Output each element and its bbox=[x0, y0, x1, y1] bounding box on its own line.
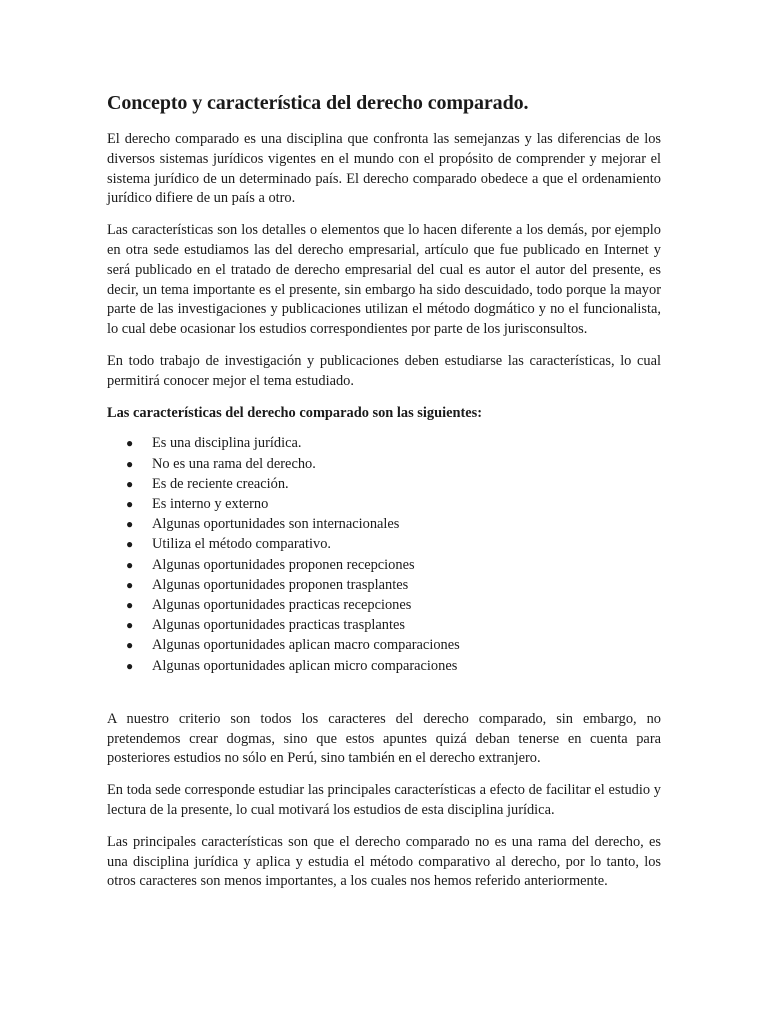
bullet-icon: ● bbox=[126, 537, 134, 552]
paragraph-criterion: A nuestro criterio son todos los caracteres del derecho comparado, sin embargo, no pretendemos crear dogmas, sino que estos apuntes quizá deban tenerse en cuenta para posteriores estudios no sólo en Perú, sino también en el derecho extranjero. bbox=[107, 710, 661, 767]
document-page bbox=[107, 88, 661, 904]
bullet-icon: ● bbox=[126, 476, 134, 491]
paragraph-definition: El derecho comparado es una disciplina que confronta las semejanzas y las diferencias de los diversos sistemas jurídicos vigentes en el mundo con el propósito de comprender y mejorar el sistema jurídico de un determinado país. El derecho comparado obedece a que el ordenamiento jurídico difiere de un país a otro. bbox=[107, 131, 661, 207]
bullet-icon: ● bbox=[126, 496, 134, 511]
list-item-text: Algunas oportunidades aplican macro comparaciones bbox=[152, 637, 460, 654]
list-item bbox=[107, 474, 661, 494]
list-item-text: Es una disciplina jurídica. bbox=[152, 435, 302, 452]
bullet-icon: ● bbox=[126, 618, 134, 633]
section-spacer bbox=[107, 676, 661, 710]
characteristics-list bbox=[107, 433, 661, 675]
list-item bbox=[107, 555, 661, 575]
list-item-text: Algunas oportunidades son internacionales bbox=[152, 516, 400, 533]
list-item bbox=[107, 656, 661, 676]
list-item bbox=[107, 454, 661, 474]
paragraph-conclusion: Las principales características son que el derecho comparado no es una rama del derecho, es una disciplina jurídica y aplica y estudia el método comparativo al derecho, por lo tanto, los otros caracteres son menos importantes, a los cuales nos hemos referido anteriormente. bbox=[107, 833, 661, 890]
list-item bbox=[107, 595, 661, 615]
bullet-icon: ● bbox=[126, 456, 134, 471]
list-heading: Las características del derecho comparado son las siguientes: bbox=[107, 404, 483, 421]
bullet-icon: ● bbox=[126, 577, 134, 592]
bullet-icon: ● bbox=[126, 658, 134, 673]
list-item-text: Algunas oportunidades proponen trasplantes bbox=[152, 576, 409, 593]
list-item-text: Algunas oportunidades proponen recepciones bbox=[152, 556, 415, 573]
bullet-icon: ● bbox=[126, 638, 134, 653]
list-item bbox=[107, 433, 661, 453]
paragraph-research: En todo trabajo de investigación y publicaciones deben estudiarse las características, lo cual permitirá conocer mejor el tema estudiado. bbox=[107, 352, 661, 389]
bullet-icon: ● bbox=[126, 597, 134, 612]
list-item bbox=[107, 534, 661, 554]
list-item-text: No es una rama del derecho. bbox=[152, 455, 316, 472]
list-item-text: Algunas oportunidades aplican micro comparaciones bbox=[152, 657, 458, 674]
list-item bbox=[107, 635, 661, 655]
list-item-text: Es de reciente creación. bbox=[152, 475, 289, 492]
bullet-icon: ● bbox=[126, 557, 134, 572]
list-item-text: Algunas oportunidades practicas trasplantes bbox=[152, 617, 405, 634]
paragraph-characteristics: Las características son los detalles o elementos que lo hacen diferente a los demás, por ejemplo en otra sede estudiamos las del derecho empresarial, artículo que fue publicado en Internet y será publicado en el tratado de derecho empresarial del cual es autor el autor del presente, es decir, un tema importante es el presente, sin embargo ha sido descuidado, todo porque la mayor parte de las investigaciones y publicaciones utilizan el método dogmático y no el funcionalista, lo cual debe ocasionar los estudios correspondientes por parte de los jurisconsultos. bbox=[107, 222, 661, 338]
bullet-icon: ● bbox=[126, 436, 134, 451]
paragraph-study: En toda sede corresponde estudiar las principales características a efecto de facilitar el estudio y lectura de la presente, lo cual motivará los estudios de esta disciplina jurídica. bbox=[107, 782, 661, 818]
list-item-text: Algunas oportunidades practicas recepciones bbox=[152, 596, 412, 613]
document-title: Concepto y característica del derecho comparado. bbox=[107, 92, 529, 114]
list-item-text: Utiliza el método comparativo. bbox=[152, 536, 332, 553]
list-item-text: Es interno y externo bbox=[152, 495, 269, 512]
list-item bbox=[107, 615, 661, 635]
bullet-icon: ● bbox=[126, 517, 134, 532]
list-item bbox=[107, 494, 661, 514]
list-item bbox=[107, 514, 661, 534]
list-item bbox=[107, 575, 661, 595]
